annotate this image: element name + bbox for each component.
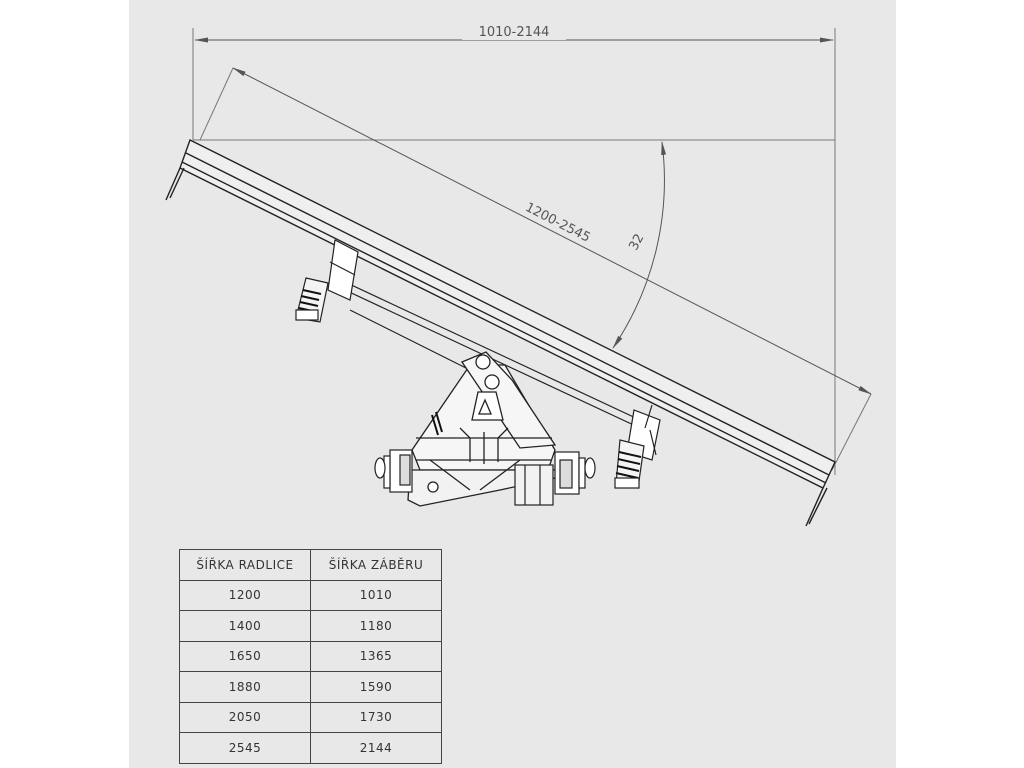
column-header-blade-width: ŠÍŘKA RADLICE <box>180 550 311 581</box>
table-row <box>180 641 442 672</box>
table-cell: 1880 <box>180 672 311 703</box>
table-row <box>180 580 442 611</box>
width-range-label: 1010-2144 <box>478 25 550 40</box>
angle-label: 32 <box>626 231 648 254</box>
table-cell: 1730 <box>311 702 442 733</box>
blade-range-label: 1200-2545 <box>522 200 593 246</box>
table-cell: 1400 <box>180 611 311 642</box>
width-table <box>179 549 442 764</box>
table-cell: 1590 <box>311 672 442 703</box>
table-cell: 2144 <box>311 733 442 764</box>
table-cell: 2050 <box>180 702 311 733</box>
table-cell: 1180 <box>311 611 442 642</box>
table-row <box>180 702 442 733</box>
table-cell: 1200 <box>180 580 311 611</box>
table-cell: 1365 <box>311 641 442 672</box>
blade-dimension <box>200 68 871 470</box>
table-cell: 1010 <box>311 580 442 611</box>
table-row <box>180 733 442 764</box>
table-header-row <box>180 550 442 581</box>
table-row <box>180 611 442 642</box>
right-spring-hinge <box>615 405 660 488</box>
left-hitch <box>375 450 412 492</box>
table-row <box>180 672 442 703</box>
column-header-working-width: ŠÍŘKA ZÁBĚRU <box>311 550 442 581</box>
table-cell: 1650 <box>180 641 311 672</box>
angle-dimension <box>613 142 664 348</box>
table-cell: 2545 <box>180 733 311 764</box>
left-spring-hinge <box>296 240 358 322</box>
